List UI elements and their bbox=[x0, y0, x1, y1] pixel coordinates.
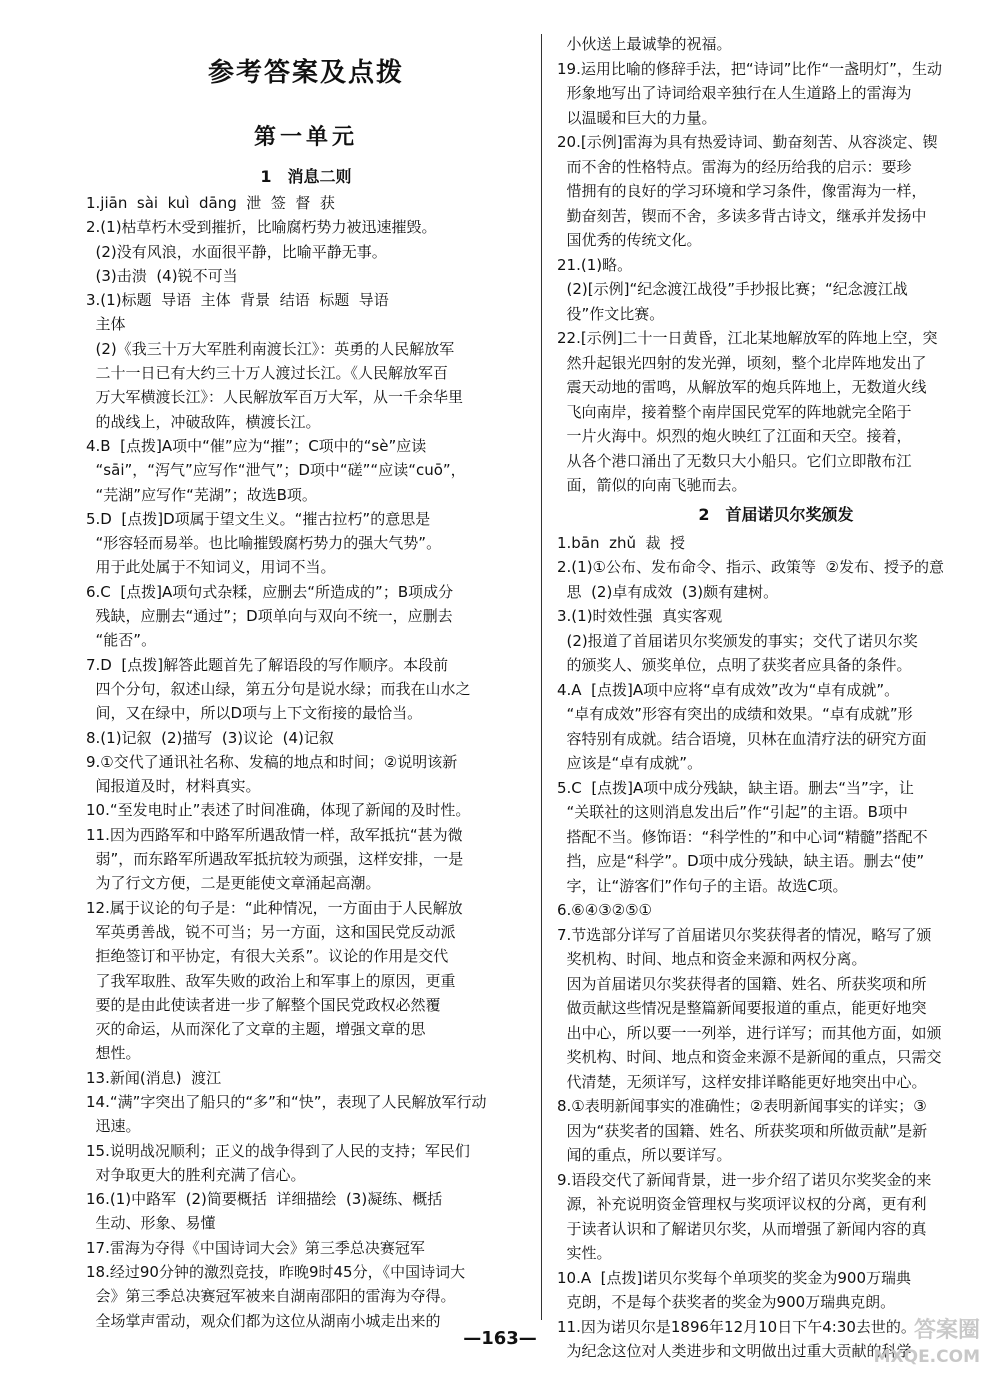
answer-line: “关联社的这则消息发出后”作“引起”的主语。B项中 bbox=[557, 803, 908, 821]
answer-line: (3)击溃 (4)锐不可当 bbox=[86, 266, 238, 285]
page-title: 参考答案及点拨 bbox=[207, 58, 404, 88]
answer-line: 6.C [点拨]A项句式杂糅，应删去“所造成的”；B项成分 bbox=[86, 582, 454, 601]
answer-line: 8.(1)记叙 (2)描写 (3)议论 (4)记叙 bbox=[86, 728, 334, 747]
answer-line: 9.①交代了通讯社名称、发稿的地点和时间；②说明该新 bbox=[86, 752, 458, 771]
left-column bbox=[86, 163, 526, 1333]
unit-title: 第一单元 bbox=[253, 125, 358, 150]
answer-line: 1.jiān sài kuì dāng 泄 签 督 获 bbox=[86, 194, 335, 212]
answer-line: 军英勇善战，锐不可当；另一方面，这和国民党反动派 bbox=[86, 922, 456, 941]
watermark-logo: 答案圈 MXQE.COM bbox=[873, 1318, 980, 1367]
answer-line: 震天动地的雷鸣，从解放军的炮兵阵地上，无数道火线 bbox=[557, 378, 927, 396]
answer-line: 19.运用比喻的修辞手法，把“诗词”比作“一盏明灯”，生动 bbox=[557, 59, 942, 78]
answer-line: 11.因为西路军和中路军所遇敌情一样，敌军抵抗“甚为微 bbox=[86, 825, 463, 844]
answer-line: 残缺，应删去“通过”；D项单向与双向不统一，应删去 bbox=[86, 607, 453, 626]
answer-line: 了我军取胜、敌军失败的政治上和军事上的原因，更重 bbox=[86, 971, 456, 990]
answer-line: 惜拥有的良好的学习环境和学习条件，像雷海为一样， bbox=[557, 182, 927, 200]
answer-line: 2.(1)①公布、发布命令、指示、政策等 ②发布、授予的意 bbox=[557, 558, 944, 576]
answer-line: 飞向南岸，接着整个南岸国民党军的阵地就完全陷于 bbox=[557, 402, 912, 421]
answer-line: 迅速。 bbox=[86, 1117, 141, 1136]
answer-line: 16.(1)中路军 (2)简要概括 详细描绘 (3)凝练、概括 bbox=[86, 1190, 443, 1209]
answer-line: 应该是“卓有成就”。 bbox=[557, 754, 703, 772]
answer-line: (2)《我三十万大军胜利南渡长江》：英勇的人民解放军 bbox=[86, 339, 455, 358]
answer-line: 以温暖和巨大的力量。 bbox=[557, 108, 717, 127]
answer-line: 为纪念这位对人类进步和文明做出过重大贡献的科学 bbox=[557, 1342, 912, 1360]
answer-line: 挡，应是“科学”。D项中成分残缺，缺主语。删去“使” bbox=[557, 852, 925, 870]
right-answers-a bbox=[557, 32, 995, 498]
answer-line: 2.(1)枯草朽木受到摧折，比喻腐朽势力被迅速摧毁。 bbox=[86, 218, 437, 237]
answer-line: “形容轻而易举。也比喻摧毁腐朽势力的强大气势”。 bbox=[86, 534, 442, 553]
answer-line: 1.bān zhǔ 裁 授 bbox=[557, 533, 686, 552]
answer-line: 3.(1)时效性强 真实客观 bbox=[557, 607, 723, 625]
answer-line: 间，又在绿中，所以D项与上下文衔接的最恰当。 bbox=[86, 704, 423, 723]
answer-line: 6.⑥④③②⑤① bbox=[557, 901, 652, 919]
answer-line: 弱”，而东路军所遇敌军抵抗较为顽强，这样安排，一是 bbox=[86, 850, 464, 869]
answer-line: 22.[示例]二十一日黄昏，江北某地解放军的阵地上空，突 bbox=[557, 329, 938, 347]
answer-line: 17.雷海为夺得《中国诗词大会》第三季总决赛冠军 bbox=[86, 1238, 425, 1257]
answer-line: (2)[示例]“纪念渡江战役”手抄报比赛；“纪念渡江战 bbox=[557, 280, 908, 298]
answer-line: 因为“获奖者的国籍、姓名、所获奖项和所做贡献”是新 bbox=[557, 1121, 928, 1140]
answer-line: 21.(1)略。 bbox=[557, 255, 633, 274]
answer-line: 面，箭似的向南飞驰而去。 bbox=[557, 476, 747, 494]
answer-line: 代清楚，无须详写，这样安排详略能更好地突出中心。 bbox=[557, 1072, 927, 1091]
answer-line: 的颁奖人、颁奖单位，点明了获奖者应具备的条件。 bbox=[557, 656, 912, 674]
lesson2-title: 2 首届诺贝尔奖颁发 bbox=[698, 504, 854, 524]
answer-line: 灭的命运，从而深化了文章的主题，增强文章的思 bbox=[86, 1020, 426, 1039]
answer-line: 18.经过90分钟的激烈竞技，昨晚9时45分，《中国诗词大 bbox=[86, 1263, 466, 1282]
answer-line: 小伙送上最诚挚的祝福。 bbox=[557, 35, 732, 53]
answer-line: 12.属于议论的句子是：“此种情况，一方面由于人民解放 bbox=[86, 898, 463, 917]
answer-line: 对争取更大的胜利充满了信心。 bbox=[86, 1165, 306, 1184]
answer-line: 出中心，所以要一一列举，进行详写；而其他方面，如颁 bbox=[557, 1023, 942, 1042]
answer-line: 容特别有成就。结合语境，贝林在血清疗法的研究方面 bbox=[557, 729, 927, 748]
answer-line: 四个分句，叙述山绿，第五分句是说水绿；而我在山水之 bbox=[86, 679, 471, 698]
answer-line: 10.“至发电时止”表述了时间准确，体现了新闻的及时性。 bbox=[86, 801, 471, 820]
answer-line: 勤奋刻苦，锲而不舍，多读多背古诗文，继承并发扬中 bbox=[557, 206, 927, 225]
answer-line: “能否”。 bbox=[86, 631, 157, 650]
answer-line: 做贡献这些情况是整篇新闻要报道的重点，能更好地突 bbox=[557, 999, 927, 1017]
answer-line: 闻报道及时，材料真实。 bbox=[86, 777, 261, 796]
answer-line: 想性。 bbox=[86, 1044, 141, 1063]
answer-line: 实性。 bbox=[557, 1244, 612, 1262]
page-number: —163— bbox=[463, 1328, 537, 1349]
right-column bbox=[557, 32, 995, 1364]
lesson1-title: 1 消息二则 bbox=[260, 167, 352, 186]
answer-line: 10.A [点拨]诺贝尔奖每个单项奖的奖金为900万瑞典 bbox=[557, 1268, 911, 1287]
answer-line: 国优秀的传统文化。 bbox=[557, 231, 702, 249]
answer-line: 于读者认识和了解诺贝尔奖，从而增强了新闻内容的真 bbox=[557, 1219, 927, 1238]
answer-line: 13.新闻(消息) 渡江 bbox=[86, 1068, 222, 1087]
answer-line: 14.“满”字突出了船只的“多”和“快”，表现了人民解放军行动 bbox=[86, 1092, 487, 1111]
answer-line: 主体 bbox=[86, 315, 126, 334]
answer-line: 全场掌声雷动，观众们都为这位从湖南小城走出来的 bbox=[86, 1311, 441, 1330]
answer-line: (2)没有风浪，水面很平静，比喻平静无事。 bbox=[86, 242, 387, 261]
answer-line: 9.语段交代了新闻背景，进一步介绍了诺贝尔奖奖金的来 bbox=[557, 1170, 932, 1189]
answer-line: 生动、形象、易懂 bbox=[86, 1214, 216, 1233]
answer-line: 4.B [点拨]A项中“催”应为“摧”；C项中的“sè”应读 bbox=[86, 436, 427, 455]
answer-line: 为了行文方便，二是更能使文章涌起高潮。 bbox=[86, 874, 381, 893]
left-answers bbox=[86, 191, 526, 1333]
answer-line: 5.C [点拨]A项中成分残缺，缺主语。删去“当”字，让 bbox=[557, 778, 914, 797]
answer-line: “卓有成效”形容有突出的成绩和效果。“卓有成就”形 bbox=[557, 705, 913, 723]
answer-line: 7.D [点拨]解答此题首先了解语段的写作顺序。本段前 bbox=[86, 655, 449, 674]
answer-line: (2)报道了首届诺贝尔奖颁发的事实；交代了诺贝尔奖 bbox=[557, 631, 918, 650]
right-answers-b bbox=[557, 531, 995, 1364]
answer-line: 思 (2)卓有成效 (3)颇有建树。 bbox=[557, 582, 779, 601]
answer-line: 源，补充说明资金管理权与奖项评议权的分离，更有利 bbox=[557, 1195, 927, 1213]
column-divider bbox=[541, 34, 542, 1320]
answer-line: 万大军横渡长江》：人民解放军百万大军，从一千余华里 bbox=[86, 388, 464, 407]
answer-line: 8.①表明新闻事实的准确性；②表明新闻事实的详实；③ bbox=[557, 1097, 927, 1115]
answer-line: 5.D [点拨]D项属于望文生义。“摧古拉朽”的意思是 bbox=[86, 509, 431, 528]
answer-line: 奖机构、时间、地点和资金来源和两权分离。 bbox=[557, 950, 867, 968]
answer-line: 的战线上，冲破敌阵，横渡长江。 bbox=[86, 412, 321, 431]
answer-line: 7.节选部分详写了首届诺贝尔奖获得者的情况，略写了颁 bbox=[557, 925, 932, 944]
answer-line: 拒绝签订和平协定，有很大关系”。议论的作用是交代 bbox=[86, 947, 449, 966]
answer-line: 二十一日已有大约三十万人渡过长江。《人民解放军百 bbox=[86, 364, 449, 383]
answer-line: 4.A [点拨]A项中应将“卓有成效”改为“卓有成就”。 bbox=[557, 680, 900, 699]
answer-line: 一片火海中。炽烈的炮火映红了江面和天空。接着， bbox=[557, 427, 912, 445]
answer-line: 用于此处属于不知词义，用词不当。 bbox=[86, 558, 336, 577]
answer-line: 闻的重点，所以要详写。 bbox=[557, 1146, 732, 1164]
answer-line: 20.[示例]雷海为具有热爱诗词、勤奋刻苦、从容淡定、锲 bbox=[557, 133, 938, 151]
answer-line: 搭配不当。修饰语：“科学性的”和中心词“精髓”搭配不 bbox=[557, 827, 928, 846]
answer-line: 奖机构、时间、地点和资金来源不是新闻的重点，只需交 bbox=[557, 1048, 942, 1066]
answer-line: 而不舍的性格特点。雷海为的经历给我的启示：要珍 bbox=[557, 157, 912, 176]
answer-line: 会》第三季总决赛冠军被来自湖南邵阳的雷海为夺得。 bbox=[86, 1287, 456, 1306]
answer-line: 11.因为诺贝尔是1896年12月10日下午4:30去世的。 bbox=[557, 1317, 916, 1336]
answer-line: 形象地写出了诗词给艰辛独行在人生道路上的雷海为 bbox=[557, 84, 912, 102]
answer-line: 从各个港口涌出了无数只大小船只。它们立即散布江 bbox=[557, 451, 912, 470]
answer-line: 因为首届诺贝尔奖获得者的国籍、姓名、所获奖项和所 bbox=[557, 974, 927, 993]
answer-line: 役”作文比赛。 bbox=[557, 304, 665, 323]
answer-line: 15.说明战况顺利；正义的战争得到了人民的支持；军民们 bbox=[86, 1141, 470, 1160]
answer-line: “芫湖”应写作“芜湖”；故选B项。 bbox=[86, 485, 317, 504]
answer-line: 3.(1)标题 导语 主体 背景 结语 标题 导语 bbox=[86, 291, 389, 310]
answer-line: 要的是由此使读者进一步了解整个国民党政权必然覆 bbox=[86, 995, 441, 1014]
answer-line: 克朗，不是每个获奖者的奖金为900万瑞典克朗。 bbox=[557, 1293, 896, 1311]
answer-line: 字，让“游客们”作句子的主语。故选C项。 bbox=[557, 876, 848, 895]
answer-line: “sāi”，“泻气”应写作“泄气”；D项中“磋”“应读“cuō”， bbox=[86, 461, 466, 480]
answer-line: 然升起银光四射的发光弹，顷刻，整个北岸阵地发出了 bbox=[557, 353, 927, 372]
